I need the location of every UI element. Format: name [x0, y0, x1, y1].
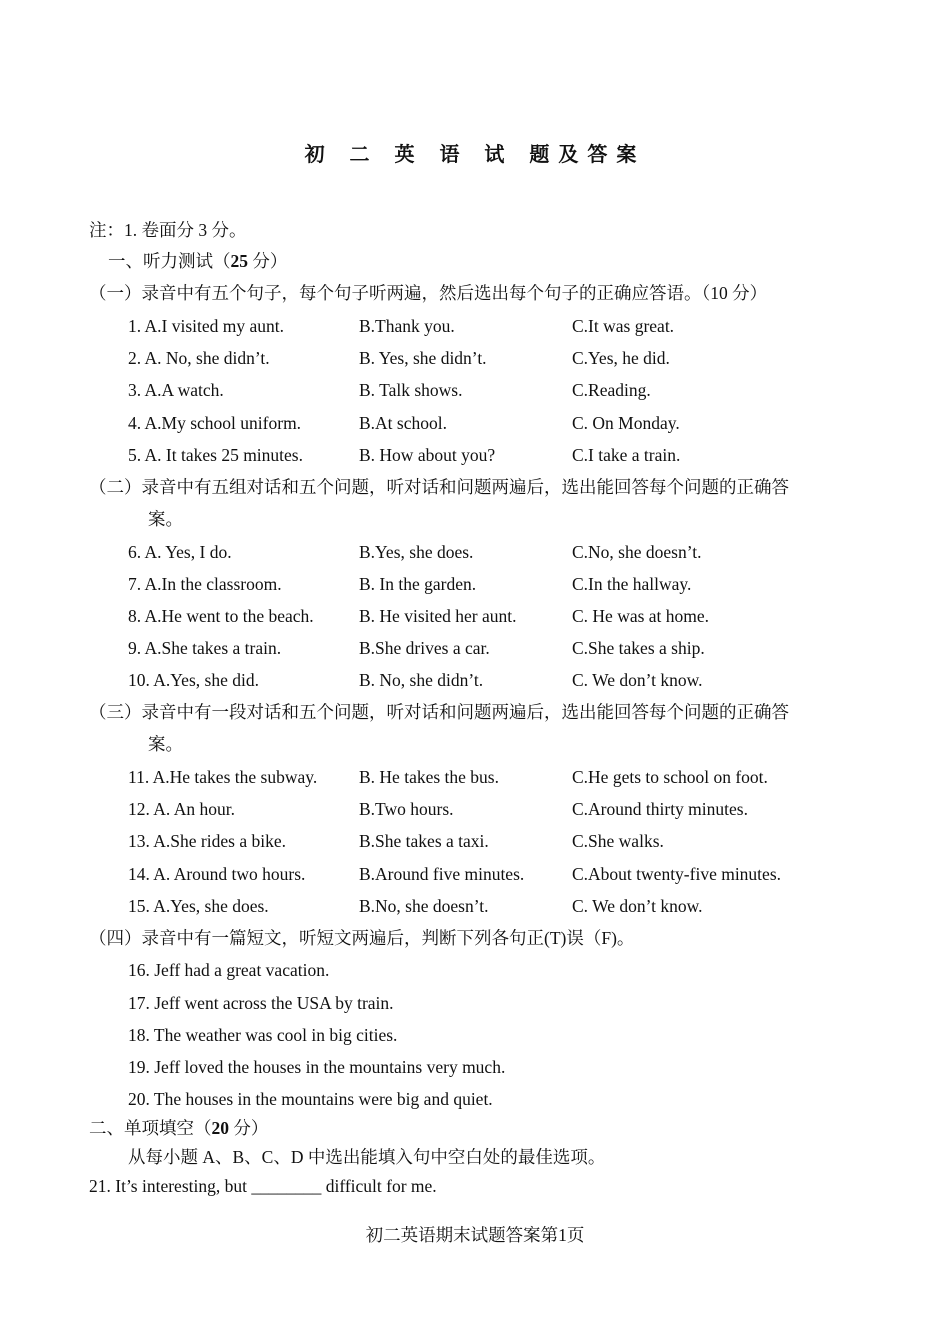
question-13-option-b: B.She takes a taxi.: [359, 831, 489, 851]
question-12-option-a: 12. A. An hour.: [128, 799, 235, 819]
page-footer: 初二英语期末试题答案第1页: [365, 1225, 585, 1245]
question-11-option-a: 11. A.He takes the subway.: [128, 767, 318, 787]
question-4-option-c: C. On Monday.: [572, 413, 680, 433]
question-3-option-a: 3. A.A watch.: [128, 380, 224, 400]
question-5-option-b: B. How about you?: [359, 445, 496, 465]
question-12-option-c: C.Around thirty minutes.: [572, 799, 748, 819]
part1-heading: 一、听力测试（25 分）: [108, 251, 288, 271]
section2-instruction-cont: 案。: [148, 509, 183, 529]
part2-instruction: 从每小题 A、B、C、D 中选出能填入句中空白处的最佳选项。: [128, 1147, 606, 1167]
question-5-option-a: 5. A. It takes 25 minutes.: [128, 445, 303, 465]
question-9-option-c: C.She takes a ship.: [572, 638, 705, 658]
statement-18: 18. The weather was cool in big cities.: [128, 1025, 398, 1045]
statement-20: 20. The houses in the mountains were big and quiet.: [128, 1089, 493, 1109]
question-4-option-b: B.At school.: [359, 413, 447, 433]
question-11-option-c: C.He gets to school on foot.: [572, 767, 768, 787]
question-7-option-a: 7. A.In the classroom.: [128, 574, 282, 594]
question-5-option-c: C.I take a train.: [572, 445, 681, 465]
question-6-option-a: 6. A. Yes, I do.: [128, 542, 232, 562]
question-13-option-a: 13. A.She rides a bike.: [128, 831, 286, 851]
question-14-option-b: B.Around five minutes.: [359, 864, 525, 884]
section1-instruction: （一）录音中有五个句子，每个句子听两遍，然后选出每个句子的正确应答语。（10 分）: [89, 283, 768, 303]
section3-instruction: （三）录音中有一段对话和五个问题，听对话和问题两遍后，选出能回答每个问题的正确答: [89, 702, 789, 722]
question-15-option-b: B.No, she doesn’t.: [359, 896, 489, 916]
question-15-option-a: 15. A.Yes, she does.: [128, 896, 269, 916]
section4-instruction: （四）录音中有一篇短文，听短文两遍后，判断下列各句正(T)误（F)。: [89, 928, 635, 948]
question-14-option-a: 14. A. Around two hours.: [128, 864, 306, 884]
question-8-option-c: C. He was at home.: [572, 606, 710, 626]
question-8-option-b: B. He visited her aunt.: [359, 606, 517, 626]
question-2-option-b: B. Yes, she didn’t.: [359, 348, 487, 368]
question-4-option-a: 4. A.My school uniform.: [128, 413, 302, 433]
question-1-option-c: C.It was great.: [572, 316, 675, 336]
question-9-option-a: 9. A.She takes a train.: [128, 638, 282, 658]
question-21: 21. It’s interesting, but ________ difficult for me.: [89, 1176, 437, 1196]
question-11-option-b: B. He takes the bus.: [359, 767, 499, 787]
document-title: 初 二 英 语 试 题及答案: [304, 142, 646, 166]
note: 注：1. 卷面分 3 分。: [89, 220, 247, 240]
question-2-option-a: 2. A. No, she didn’t.: [128, 348, 270, 368]
question-10-option-c: C. We don’t know.: [572, 670, 703, 690]
question-1-option-a: 1. A.I visited my aunt.: [128, 316, 285, 336]
question-1-option-b: B.Thank you.: [359, 316, 455, 336]
section3-instruction-cont: 案。: [148, 734, 183, 754]
question-15-option-c: C. We don’t know.: [572, 896, 703, 916]
statement-16: 16. Jeff had a great vacation.: [128, 960, 330, 980]
question-2-option-c: C.Yes, he did.: [572, 348, 670, 368]
question-7-option-c: C.In the hallway.: [572, 574, 692, 594]
question-6-option-c: C.No, she doesn’t.: [572, 542, 702, 562]
question-8-option-a: 8. A.He went to the beach.: [128, 606, 314, 626]
question-3-option-b: B. Talk shows.: [359, 380, 463, 400]
question-7-option-b: B. In the garden.: [359, 574, 477, 594]
question-12-option-b: B.Two hours.: [359, 799, 454, 819]
question-10-option-a: 10. A.Yes, she did.: [128, 670, 259, 690]
part2-heading: 二、单项填空（20 分）: [89, 1118, 269, 1138]
question-3-option-c: C.Reading.: [572, 380, 651, 400]
section2-instruction: （二）录音中有五组对话和五个问题，听对话和问题两遍后，选出能回答每个问题的正确答: [89, 477, 789, 497]
statement-19: 19. Jeff loved the houses in the mountains very much.: [128, 1057, 506, 1077]
question-13-option-c: C.She walks.: [572, 831, 664, 851]
question-10-option-b: B. No, she didn’t.: [359, 670, 484, 690]
question-6-option-b: B.Yes, she does.: [359, 542, 474, 562]
question-9-option-b: B.She drives a car.: [359, 638, 490, 658]
question-14-option-c: C.About twenty-five minutes.: [572, 864, 782, 884]
statement-17: 17. Jeff went across the USA by train.: [128, 993, 394, 1013]
